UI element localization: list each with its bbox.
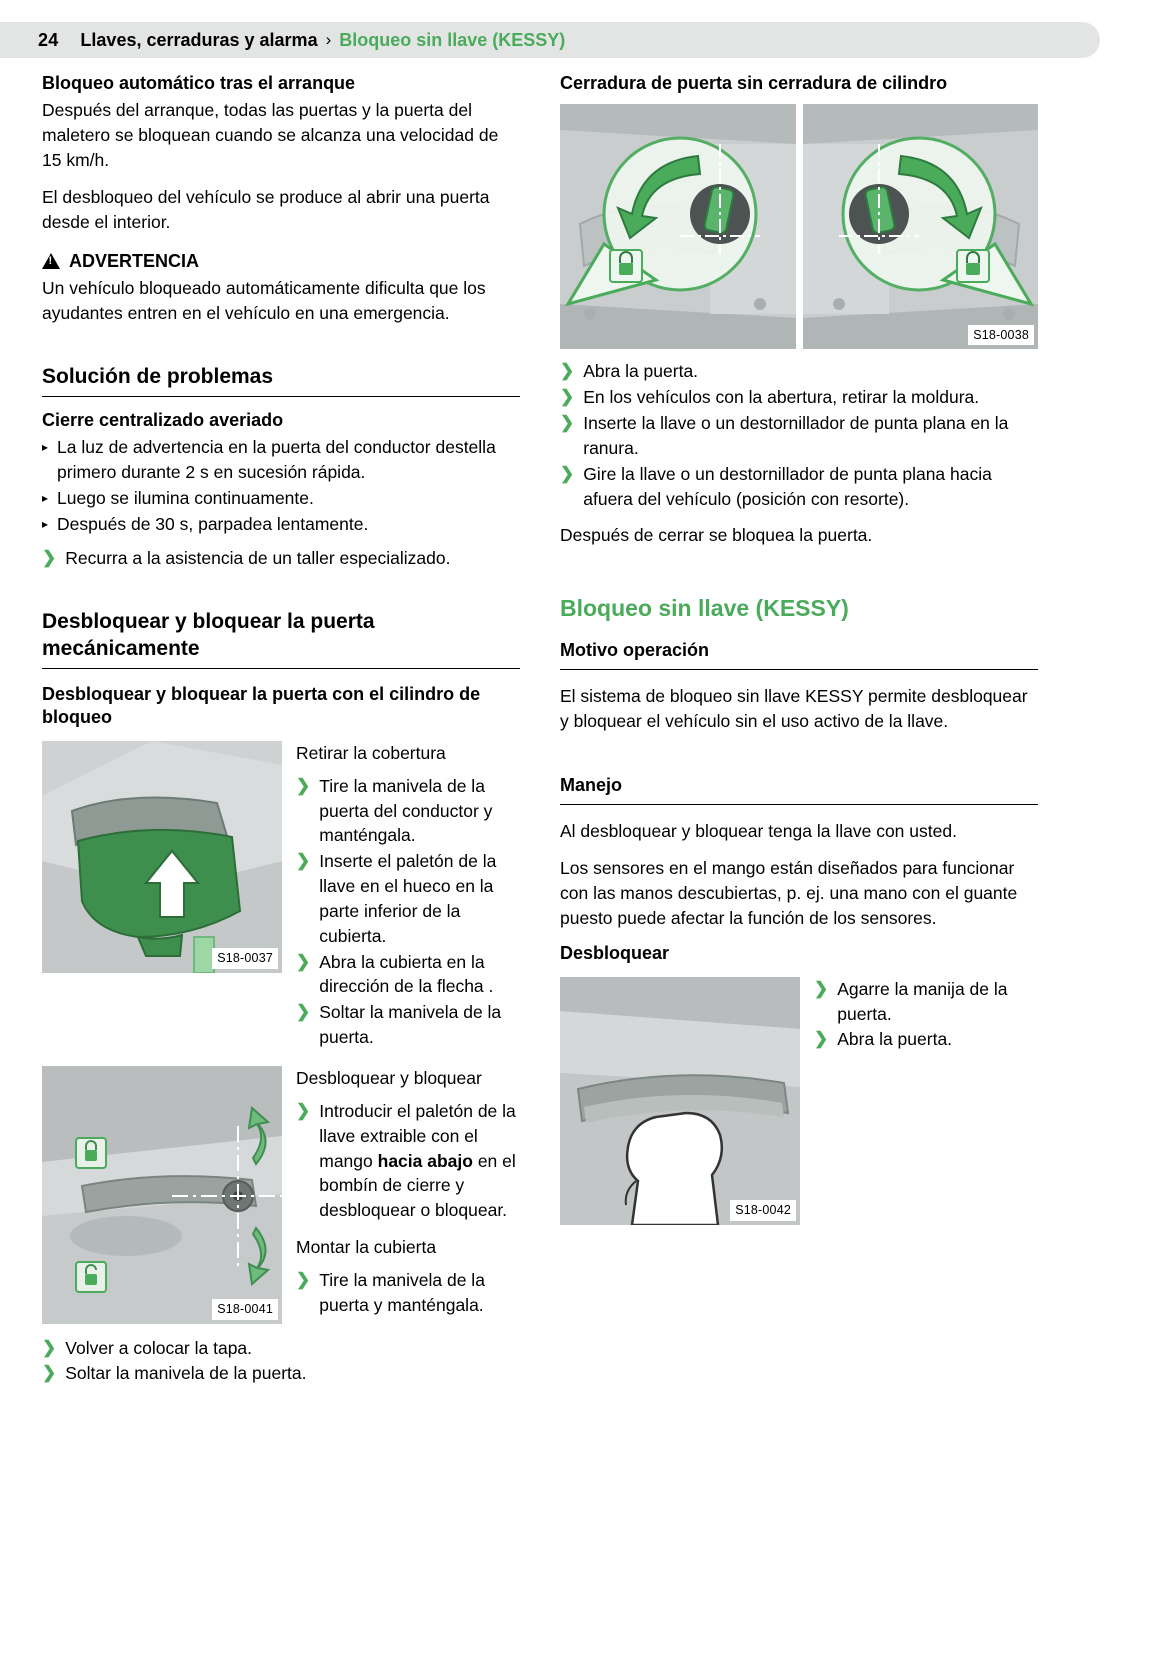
heading-unlock: Desbloquear xyxy=(560,943,670,964)
list-item xyxy=(42,1361,520,1386)
chevron-bullet-icon: ❯ xyxy=(42,1337,57,1357)
paragraph-auto-lock: Después del arranque, todas las puertas y la puerta del maletero se bloquean cuando se alcanza una velocidad de 15 km/h. xyxy=(42,100,499,171)
chevron-bullet-icon: ❯ xyxy=(296,775,311,795)
list-item xyxy=(814,1027,1038,1052)
list-item-text: Soltar la manivela de la puerta. xyxy=(65,1363,307,1384)
list-item xyxy=(42,486,520,511)
chevron-bullet-icon: ❯ xyxy=(560,361,575,381)
figure-code-37: S18-0037 xyxy=(212,948,278,969)
chevron-bullet-icon: ❯ xyxy=(560,387,575,407)
list-item-text: Inserte la llave o un destornillador de punta plana en la ranura. xyxy=(583,413,1009,458)
figure-code-41: S18-0041 xyxy=(212,1299,278,1320)
chevron-bullet-icon: ❯ xyxy=(560,413,575,433)
list-item-text: Abra la puerta. xyxy=(583,361,699,382)
list-item-text: Tire la manivela de la puerta y manténgala. xyxy=(319,1269,485,1315)
chevron-bullet-icon: ❯ xyxy=(296,1002,311,1022)
list-item-text: La luz de advertencia en la puerta del conductor destella primero durante 2 s en sucesión rápida. xyxy=(57,437,496,482)
list-item xyxy=(296,950,520,1000)
triangle-bullet-icon: ▸ xyxy=(42,516,49,531)
figure-lock-barrel xyxy=(42,1066,282,1324)
heading-mechanical-unlock: Desbloquear y bloquear la puerta mecánicamente xyxy=(42,609,520,669)
figure-row-lock-barrel xyxy=(42,1066,520,1330)
figure-door-lock-right xyxy=(803,104,1039,349)
list-item-text: Después de 30 s, parpadea lentamente. xyxy=(57,513,369,534)
warning-heading xyxy=(42,249,520,275)
right-column xyxy=(560,72,1038,1225)
list-item xyxy=(296,1268,520,1318)
section-title: Bloqueo sin llave (KESSY) xyxy=(339,29,566,50)
breadcrumb-separator-icon: › xyxy=(325,30,332,49)
heading-kessy: Bloqueo sin llave (KESSY) xyxy=(560,595,849,622)
left-column xyxy=(42,72,520,1398)
list-mount-rest xyxy=(42,1336,520,1387)
lock-barrel-instructions xyxy=(296,1066,520,1330)
figure-door-lock-left-graphic xyxy=(560,104,796,349)
warning-text: Un vehículo bloqueado automáticamente dificulta que los ayudantes entren en el vehículo en una emergencia. xyxy=(42,278,486,323)
figure-door-handle-graphic xyxy=(560,977,800,1225)
figure-row-cover xyxy=(42,741,520,1062)
unlock-intro: Desbloquear y bloquear xyxy=(296,1067,482,1088)
list-item-text: Abra la puerta. xyxy=(837,1029,953,1050)
paragraph-handling-2: Los sensores en el mango están diseñados para funcionar con las manos descubiertas, p. ej. una mano con el guante puesto puede afectar la función de los sensores. xyxy=(560,857,1018,928)
warning-triangle-icon xyxy=(42,253,60,269)
list-item xyxy=(296,1099,520,1223)
chevron-bullet-icon: ❯ xyxy=(296,1269,311,1289)
list-item-text: Inserte el paletón de la llave en el hueco en la parte inferior de la cubierta. xyxy=(319,851,497,946)
paragraph-handling-1: Al desbloquear y bloquear tenga la llave con usted. xyxy=(560,820,957,841)
list-unlock-handle-steps xyxy=(814,977,1038,1053)
page-header xyxy=(0,22,1100,58)
handle-instructions xyxy=(814,977,1038,1225)
triangle-bullet-icon: ▸ xyxy=(42,490,49,505)
list-item xyxy=(296,774,520,849)
mount-intro: Montar la cubierta xyxy=(296,1237,437,1258)
list-item xyxy=(42,512,520,537)
figure-door-lock-left xyxy=(560,104,796,349)
paragraph-after-close: Después de cerrar se bloquea la puerta. xyxy=(560,525,873,546)
list-item xyxy=(560,462,1038,512)
figure-37-container xyxy=(42,741,282,1062)
list-item-text: Gire la llave o un destornillador de punta plana hacia afuera del vehículo (posición con resorte). xyxy=(583,463,992,509)
list-item-text: En los vehículos con la abertura, retirar la moldura. xyxy=(583,387,980,408)
figure-door-lock-right-graphic xyxy=(803,104,1039,349)
list-item-text xyxy=(319,1099,520,1223)
paragraph-unlock-interior: El desbloqueo del vehículo se produce al abrir una puerta desde el interior. xyxy=(42,186,490,232)
list-item-text: Recurra a la asistencia de un taller especializado. xyxy=(65,548,451,569)
list-item xyxy=(296,849,520,948)
list-item xyxy=(814,977,1038,1027)
figure-row-handle xyxy=(560,977,1038,1225)
list-item xyxy=(560,385,1038,410)
list-cover-steps xyxy=(296,774,520,1050)
warning-label: ADVERTENCIA xyxy=(69,250,200,271)
chevron-bullet-icon: ❯ xyxy=(814,978,829,998)
list-no-cylinder-steps xyxy=(560,359,1038,511)
chevron-bullet-icon: ❯ xyxy=(42,548,57,568)
unlock-text-post: en el bombín de cierre y desbloquear o bloquear. xyxy=(319,1150,516,1221)
unlock-text-pre: Introducir el paletón de la llave extraible con el mango xyxy=(319,1100,516,1171)
figure-code-42: S18-0042 xyxy=(730,1200,796,1221)
chevron-bullet-icon: ❯ xyxy=(296,951,311,971)
list-item-text: Luego se ilumina continuamente. xyxy=(57,487,314,508)
paragraph-reason: El sistema de bloqueo sin llave KESSY permite desbloquear y bloquear el vehículo sin el uso activo de la llave. xyxy=(560,685,1028,731)
list-item xyxy=(42,1336,520,1361)
triangle-bullet-icon: ▸ xyxy=(42,440,49,455)
list-item xyxy=(296,1000,520,1050)
heading-auto-lock: Bloqueo automático tras el arranque xyxy=(42,73,356,93)
heading-no-cylinder: Cerradura de puerta sin cerradura de cilindro xyxy=(560,73,948,93)
unlock-text-bold: hacia abajo xyxy=(377,1150,473,1171)
list-item-text: Agarre la manija de la puerta. xyxy=(837,978,1008,1024)
figure-lock-barrel-graphic xyxy=(42,1066,282,1324)
chevron-bullet-icon: ❯ xyxy=(560,463,575,483)
figure-pair-door-lock xyxy=(560,104,1038,349)
list-item-text: Volver a colocar la tapa. xyxy=(65,1337,253,1358)
heading-handling: Manejo xyxy=(560,773,1038,805)
cover-intro: Retirar la cobertura xyxy=(296,742,446,763)
heading-cylinder-unlock: Desbloquear y bloquear la puerta con el cilindro de bloqueo xyxy=(42,684,481,728)
figure-code-38: S18-0038 xyxy=(968,325,1034,346)
chevron-bullet-icon: ❯ xyxy=(296,1100,311,1120)
chevron-bullet-icon: ❯ xyxy=(42,1363,57,1383)
list-item xyxy=(42,435,520,485)
page-number: 24 xyxy=(38,29,59,50)
heading-reason: Motivo operación xyxy=(560,638,1038,670)
list-item-text: Abra la cubierta en la dirección de la flecha . xyxy=(319,951,494,997)
list-item xyxy=(560,411,1038,461)
heading-central-lock-fault: Cierre centralizado averiado xyxy=(42,409,284,430)
list-mount-first xyxy=(296,1268,520,1318)
list-item xyxy=(560,359,1038,384)
list-item-text: Tire la manivela de la puerta del conductor y manténgala. xyxy=(319,775,493,846)
figure-41-container xyxy=(42,1066,282,1330)
list-item xyxy=(42,546,520,571)
cover-instructions xyxy=(296,741,520,1062)
list-item-text: Soltar la manivela de la puerta. xyxy=(319,1002,502,1048)
chevron-bullet-icon: ❯ xyxy=(814,1029,829,1049)
figure-door-handle-hand xyxy=(560,977,800,1225)
chapter-title: Llaves, cerraduras y alarma xyxy=(80,29,318,50)
list-unlock-steps xyxy=(296,1099,520,1223)
heading-troubleshooting: Solución de problemas xyxy=(42,364,520,397)
figure-key-cover xyxy=(42,741,282,973)
figure-key-cover-graphic xyxy=(42,741,282,973)
chevron-bullet-icon: ❯ xyxy=(296,851,311,871)
figure-42-container xyxy=(560,977,800,1225)
list-central-lock xyxy=(42,435,520,571)
